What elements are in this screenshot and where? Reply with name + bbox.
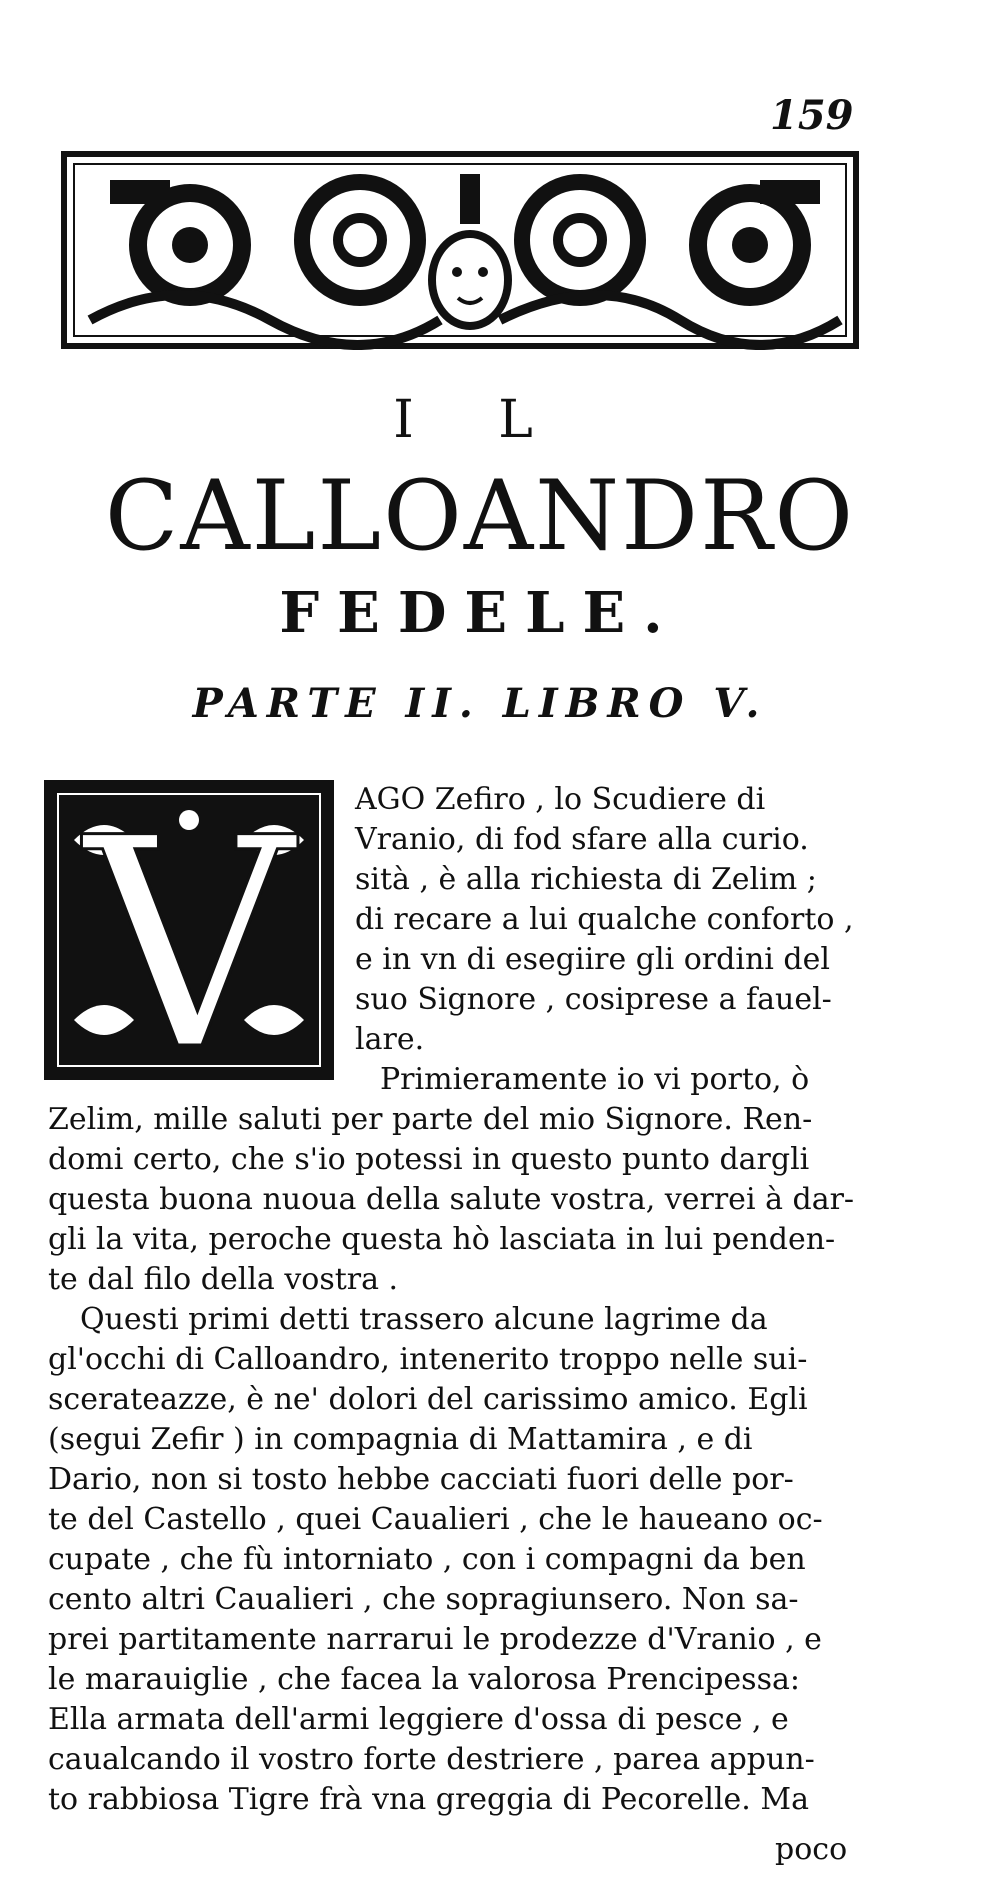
section-heading: PARTE II. LIBRO V. <box>192 680 768 727</box>
text-line: to rabbiosa Tigre frà vna greggia di Pecorelle. Ma <box>48 1782 809 1817</box>
title-subtitle: FEDELE. <box>279 580 681 646</box>
text-line: di recare a lui qualche conforto , <box>355 902 854 937</box>
text-line: domi certo, che s'io potessi in questo punto dargli <box>48 1142 810 1177</box>
drop-cap-letter: V <box>84 780 294 1080</box>
text-line: Zelim, mille saluti per parte del mio Signore. Ren- <box>48 1102 813 1137</box>
text-line: e in vn di esegiire gli ordini del <box>355 942 830 977</box>
text-line: Vranio, di fod sfare alla curio. <box>355 822 809 857</box>
text-line: (segui Zefir ) in compagnia di Mattamira , e di <box>48 1422 753 1457</box>
text-line: gl'occhi di Calloandro, intenerito troppo nelle sui- <box>48 1342 808 1377</box>
text-line: cupate , che fù intorniato , con i compagni da ben <box>48 1542 806 1577</box>
text-line: AGO Zefiro , lo Scudiere di <box>355 782 766 817</box>
text-line: te del Castello , quei Caualieri , che le haueano oc- <box>48 1502 823 1537</box>
text-line: Ella armata dell'armi leggiere d'ossa di pesce , e <box>48 1702 789 1737</box>
text-line: suo Signore , cosiprese a fauel- <box>355 982 832 1017</box>
text-line: gli la vita, peroche questa hò lasciata in lui penden- <box>48 1222 836 1257</box>
text-line: prei partitamente narrarui le prodezze d'Vranio , e <box>48 1622 822 1657</box>
text-line: te dal filo della vostra . <box>48 1262 399 1297</box>
text-line: Primieramente io vi porto, ò <box>380 1062 810 1097</box>
text-line: caualcando il vostro forte destriere , parea appun- <box>48 1742 815 1777</box>
catchword: poco <box>775 1832 848 1867</box>
text-line: lare. <box>355 1022 425 1057</box>
title-article: I L <box>393 390 567 450</box>
text-line: sità , è alla richiesta di Zelim ; <box>355 862 817 897</box>
text-line: scerateazze, è ne' dolori del carissimo amico. Egli <box>48 1382 808 1417</box>
text-line: Questi primi detti trassero alcune lagrime da <box>80 1302 768 1337</box>
text-line: cento altri Caualieri , che sopragiunsero. Non sa- <box>48 1582 799 1617</box>
drop-cap <box>44 780 334 1080</box>
page-number: 159 <box>770 92 854 139</box>
ornamental-headpiece <box>60 150 860 350</box>
text-line: le marauiglie , che facea la valorosa Prencipessa: <box>48 1662 800 1697</box>
title-main: CALLOANDRO <box>104 460 856 572</box>
text-line: questa buona nuoua della salute vostra, verrei à dar- <box>48 1182 855 1217</box>
text-line: Dario, non si tosto hebbe cacciati fuori delle por- <box>48 1462 794 1497</box>
